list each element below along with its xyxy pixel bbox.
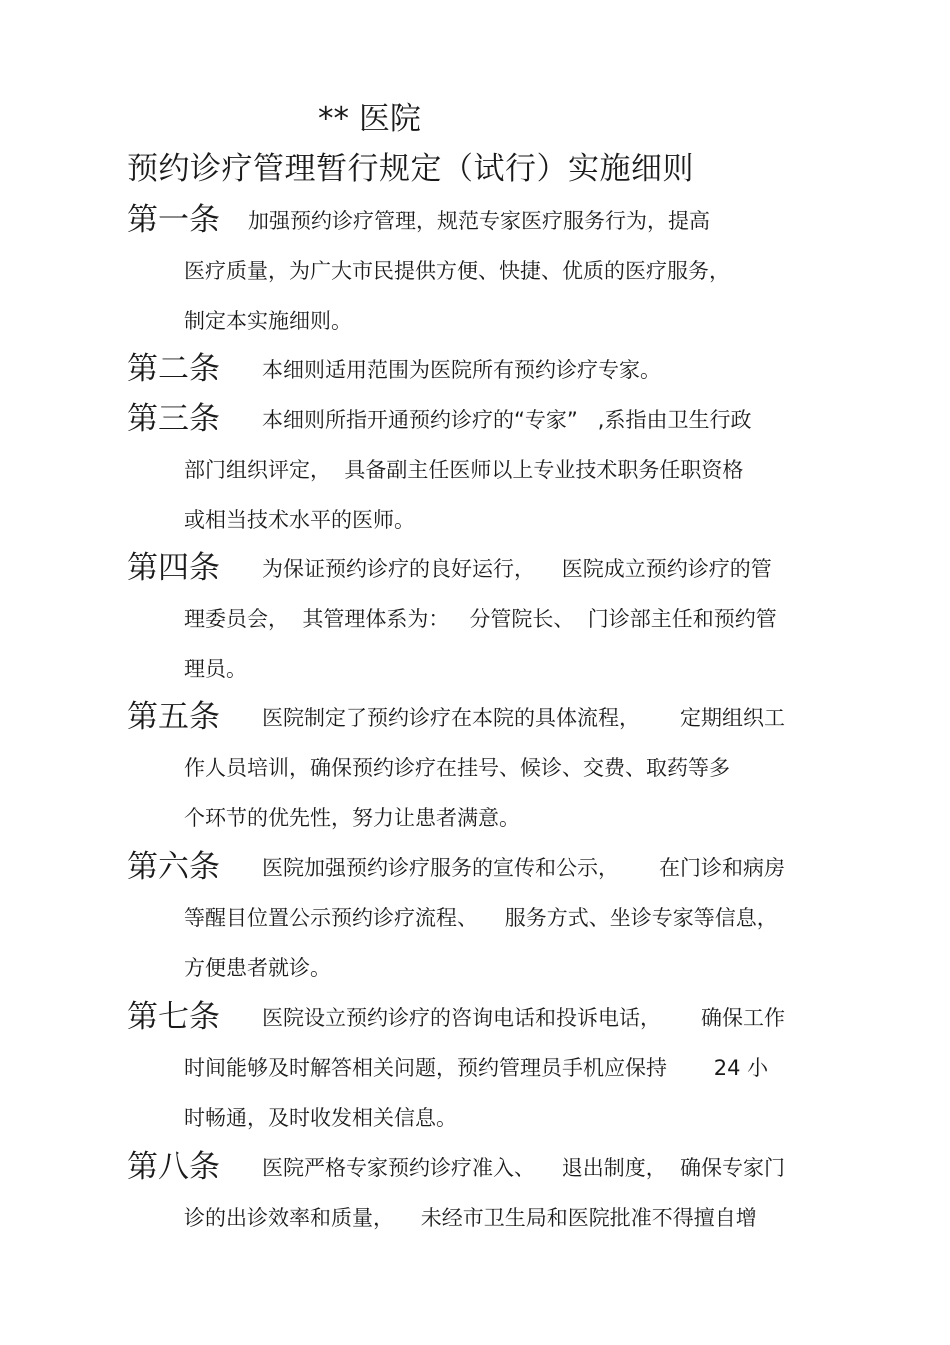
article-line: 制定本实施细则。 (184, 309, 352, 333)
article-line: 个环节的优先性，努力让患者满意。 (184, 806, 520, 830)
document-title: 预约诊疗管理暂行规定（试行）实施细则 (127, 151, 694, 187)
article-line: 医院加强预约诊疗服务的宣传和公示， 在门诊和病房 (262, 856, 786, 880)
article-line: 医疗质量，为广大市民提供方便、快捷、优质的医疗服务， (184, 259, 730, 283)
article-label: 第八条 (127, 1149, 220, 1185)
article-label: 第七条 (127, 999, 220, 1035)
article-line: 本细则所指开通预约诊疗的“专家” ,系指由卫生行政 (262, 408, 752, 432)
article-label: 第五条 (127, 699, 220, 735)
article-line: 方便患者就诊。 (184, 956, 331, 980)
article-line: 诊的出诊效率和质量， 未经市卫生局和医院批准不得擅自增 (184, 1206, 757, 1230)
article-line: 部门组织评定， 具备副主任医师以上专业技术职务任职资格 (184, 458, 744, 482)
article-line: 本细则适用范围为医院所有预约诊疗专家。 (262, 358, 661, 382)
article-line: 医院设立预约诊疗的咨询电话和投诉电话， 确保工作 (262, 1006, 786, 1030)
article-label: 第六条 (127, 849, 220, 885)
article-line: 时畅通，及时收发相关信息。 (184, 1106, 457, 1130)
article-line: 等醒目位置公示预约诊疗流程、 服务方式、坐诊专家等信息， (184, 906, 778, 930)
hospital-name: ** 医院 (318, 101, 421, 137)
article-line: 加强预约诊疗管理，规范专家医疗服务行为，提高 (228, 209, 711, 233)
article-line: 时间能够及时解答相关问题，预约管理员手机应保持 24 小 (184, 1056, 769, 1080)
article-line: 或相当技术水平的医师。 (184, 508, 415, 532)
article-label: 第三条 (127, 401, 220, 437)
article-label: 第四条 (127, 550, 220, 586)
article-label: 第二条 (127, 351, 220, 387)
article-label: 第一条 (127, 202, 220, 238)
article-line: 医院制定了预约诊疗在本院的具体流程， 定期组织工 (262, 706, 786, 730)
article-line: 医院严格专家预约诊疗准入、 退出制度， 确保专家门 (262, 1156, 786, 1180)
article-line: 为保证预约诊疗的良好运行， 医院成立预约诊疗的管 (262, 557, 772, 581)
article-line: 作人员培训，确保预约诊疗在挂号、候诊、交费、取药等多 (184, 756, 730, 780)
article-line: 理员。 (184, 657, 247, 681)
article-line: 理委员会， 其管理体系为： 分管院长、 门诊部主任和预约管 (184, 607, 777, 631)
